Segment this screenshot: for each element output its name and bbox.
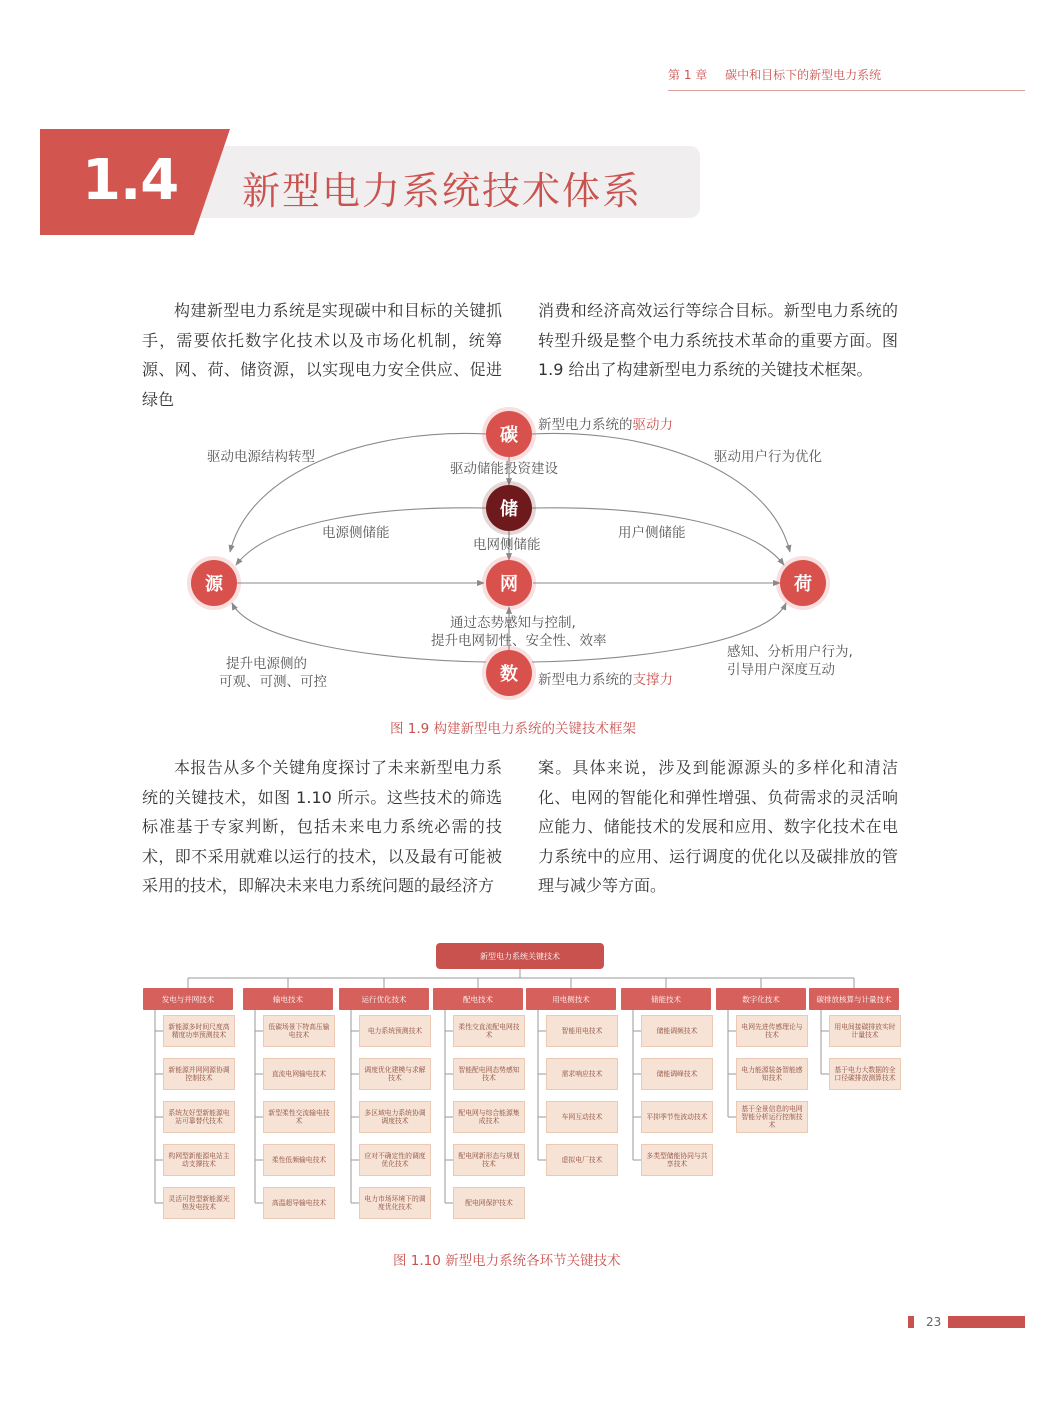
tech-item: 构网型新能源电站主动支撑技术 (163, 1144, 235, 1176)
paragraph-1: 构建新型电力系统是实现碳中和目标的关键抓手，需要依托数字化技术以及市场化机制，统筹源、网、荷、储资源，以实现电力安全供应、促进绿色 (142, 301, 502, 409)
tech-item: 多类型储能协同与共享技术 (641, 1144, 713, 1176)
tech-item: 储能调频技术 (641, 1015, 713, 1047)
source-storage-label: 电源侧储能 (322, 525, 390, 541)
tech-item: 电力系统预测技术 (359, 1015, 431, 1047)
user-perceive-label-1: 感知、分析用户行为, (727, 644, 853, 660)
source-observe-label-2: 可观、可测、可控 (219, 674, 327, 690)
grid-node: 网 (486, 560, 532, 606)
tech-item: 平抑季节性波动技术 (641, 1101, 713, 1133)
tech-item: 新型柔性交流输电技术 (263, 1101, 335, 1133)
tech-item: 配电网新形态与规划技术 (453, 1144, 525, 1176)
paragraph-2: 消费和经济高效运行等综合目标。新型电力系统的转型升级是整个电力系统技术革命的重要方面。图 1.9 给出了构建新型电力系统的关键技术框架。 (538, 301, 898, 379)
tech-category: 碳排放核算与计量技术 (809, 988, 899, 1010)
tech-item: 基于电力大数据的全口径碳排放测算技术 (829, 1058, 901, 1090)
tech-category: 运行优化技术 (339, 988, 429, 1010)
grid-awareness-label-1: 通过态势感知与控制, (450, 615, 576, 631)
source-node: 源 (191, 560, 237, 606)
tech-item: 储能调峰技术 (641, 1058, 713, 1090)
carbon-label: 新型电力系统的驱动力 (538, 417, 673, 433)
tech-item: 高温超导输电技术 (263, 1187, 335, 1219)
tech-item: 用电间接碳排放实时计量技术 (829, 1015, 901, 1047)
page-number: 23 (926, 1315, 942, 1329)
tech-item: 需求响应技术 (546, 1058, 618, 1090)
tech-category: 配电技术 (433, 988, 523, 1010)
figure-1-9-caption: 图 1.9 构建新型电力系统的关键技术框架 (390, 721, 637, 737)
tech-category: 储能技术 (621, 988, 711, 1010)
section-title: 新型电力系统技术体系 (242, 169, 643, 213)
storage-node: 储 (486, 485, 532, 531)
tech-item: 虚拟电厂技术 (546, 1144, 618, 1176)
page-number-bar-left (908, 1316, 914, 1328)
section-number: 1.4 (82, 148, 179, 213)
tech-item: 车网互动技术 (546, 1101, 618, 1133)
tech-category: 用电侧技术 (526, 988, 616, 1010)
tech-item: 直流电网输电技术 (263, 1058, 335, 1090)
user-storage-label: 用户侧储能 (618, 525, 686, 541)
chapter-number: 第 1 章 (668, 68, 708, 82)
chapter-title: 碳中和目标下的新型电力系统 (725, 68, 882, 82)
grid-storage-label: 电网侧储能 (473, 537, 541, 553)
tech-item: 基于全景信息的电网智能分析运行控制技术 (736, 1101, 808, 1133)
paragraph-4: 案。具体来说，涉及到能源源头的多样化和清洁化、电网的智能化和弹性增强、负荷需求的灵活响应能力、储能技术的发展和应用、数字化技术在电力系统中的应用、运行调度的优化以及碳排放的管理与减少等方面。 (538, 758, 898, 895)
tech-item: 多区域电力系统协调调度技术 (359, 1101, 431, 1133)
tech-item: 应对不确定性的调度优化技术 (359, 1144, 431, 1176)
tech-item: 系统友好型新能源电站可靠替代技术 (163, 1101, 235, 1133)
tech-item: 智能用电技术 (546, 1015, 618, 1047)
tech-category: 发电与并网技术 (143, 988, 233, 1010)
tech-item: 柔性交直流配电网技术 (453, 1015, 525, 1047)
grid-awareness-label-2: 提升电网韧性、安全性、效率 (431, 633, 607, 649)
paragraph-3: 本报告从多个关键角度探讨了未来新型电力系统的关键技术，如图 1.10 所示。这些技术的筛选标准基于专家判断，包括未来电力系统必需的技术，即不采用就难以运行的技术，以及最有可能被采用的技术，即解决未来电力系统问题的最经济方 (142, 758, 502, 895)
tech-item: 灵活可控型新能源光热发电技术 (163, 1187, 235, 1219)
data-node: 数 (486, 650, 532, 696)
drive-storage-label: 驱动储能投资建设 (450, 461, 558, 477)
tech-item: 配电网与综合能源集成技术 (453, 1101, 525, 1133)
tech-item: 调度优化建模与求解技术 (359, 1058, 431, 1090)
tech-item: 电力能源装备智能感知技术 (736, 1058, 808, 1090)
tech-category: 数字化技术 (716, 988, 806, 1010)
tech-category: 输电技术 (243, 988, 333, 1010)
user-perceive-label-2: 引导用户深度互动 (727, 662, 835, 678)
tech-item: 柔性低频输电技术 (263, 1144, 335, 1176)
tech-item: 电力市场环境下的调度优化技术 (359, 1187, 431, 1219)
carbon-node: 碳 (486, 411, 532, 457)
figure-1-10-caption: 图 1.10 新型电力系统各环节关键技术 (393, 1253, 621, 1269)
tech-item: 配电网保护技术 (453, 1187, 525, 1219)
tech-item: 新能源多时间尺度高精度功率预测技术 (163, 1015, 235, 1047)
tech-tree-root: 新型电力系统关键技术 (436, 943, 604, 969)
drive-user-label: 驱动用户行为优化 (714, 449, 822, 465)
tech-item: 低碳场景下特高压输电技术 (263, 1015, 335, 1047)
source-observe-label-1: 提升电源侧的 (226, 656, 307, 672)
data-label: 新型电力系统的支撑力 (538, 672, 673, 688)
tech-item: 电网先进传感理论与技术 (736, 1015, 808, 1047)
load-node: 荷 (780, 560, 826, 606)
tech-item: 智能配电网态势感知技术 (453, 1058, 525, 1090)
page-number-bar-right (948, 1316, 1025, 1328)
tech-item: 新能源并网网源协调控制技术 (163, 1058, 235, 1090)
drive-source-label: 驱动电源结构转型 (207, 449, 315, 465)
